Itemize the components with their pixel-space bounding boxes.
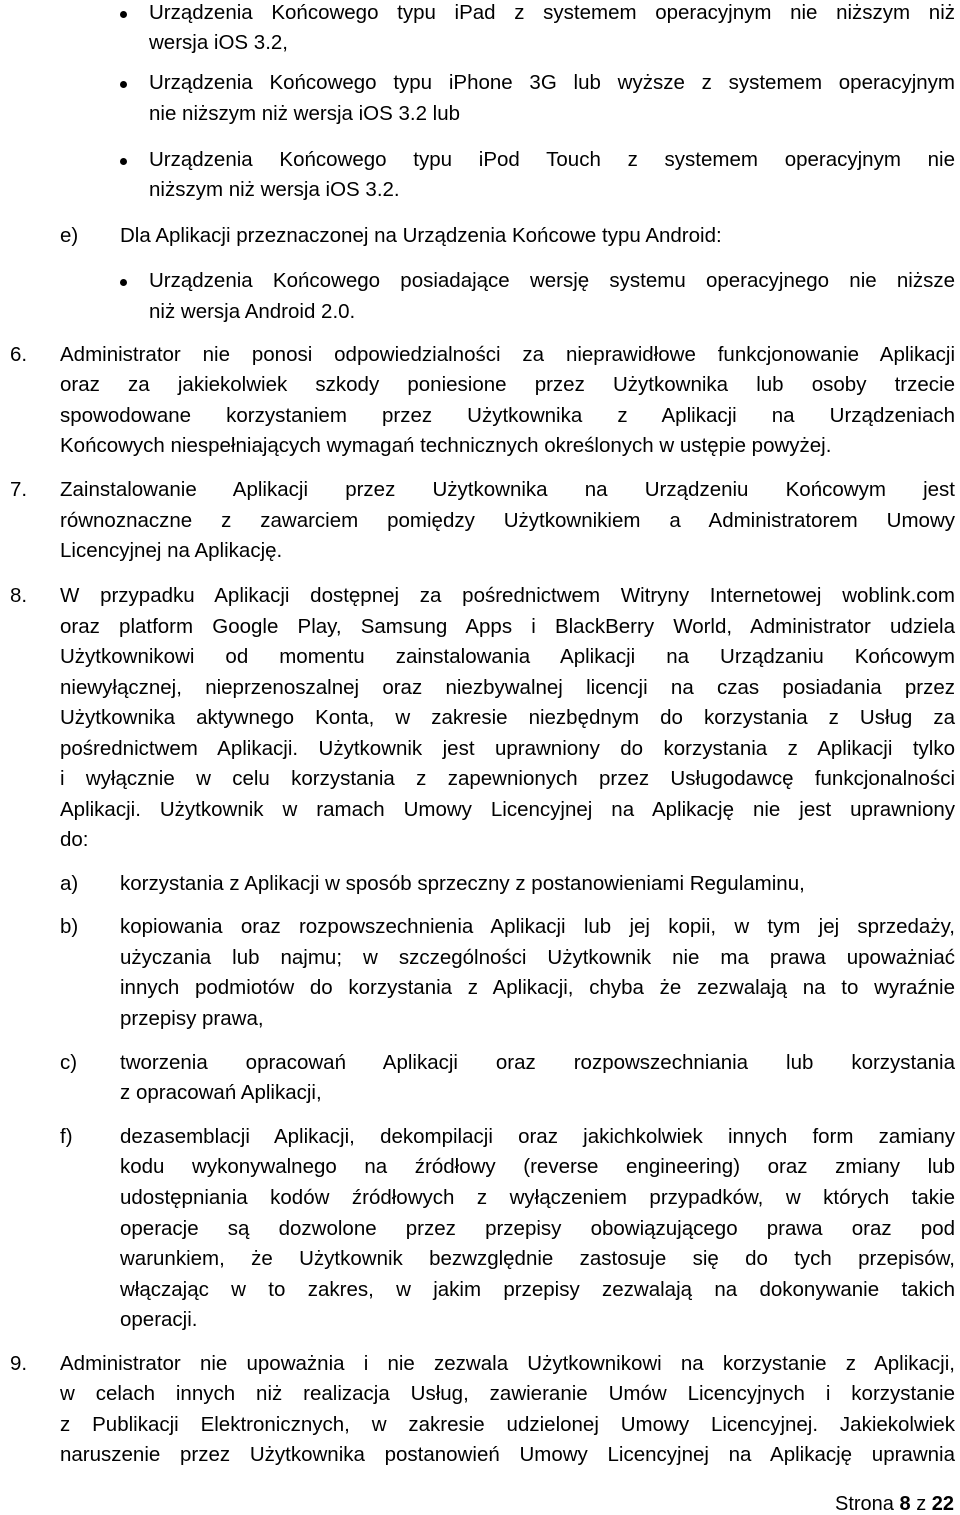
paragraph-line: i wyłącznie w celu korzystania z zapewnionych przez Usługodawcę funkcjonalności [60,767,955,790]
page-number-total: 22 [931,1493,954,1515]
paragraph-line: spowodowane korzystaniem przez Użytkownika z Aplikacji na Urządzeniach [60,404,955,427]
paragraph-line: Administrator nie ponosi odpowiedzialności za nieprawidłowe funkcjonowanie Aplikacji [60,343,955,366]
list-item-label: e) [60,224,79,247]
paragraph-line: Aplikacji. Użytkownik w ramach Umowy Licencyjnej na Aplikację nie jest uprawniony [60,798,955,821]
list-item-line: z opracowań Aplikacji, [120,1081,322,1104]
list-item-line: warunkiem, że Użytkownik bezwzględnie zastosuje się do tych przepisów, [120,1247,955,1270]
paragraph-number: 8. [10,584,28,607]
list-item-line: kodu wykonywalnego na źródłowy (reverse engineering) oraz zmiany lub [120,1155,955,1178]
list-item-line: niż wersja Android 2.0. [149,300,356,323]
paragraph-line: w celach innych niż realizacja Usług, zawieranie Umów Licencyjnych i korzystanie [60,1382,955,1405]
paragraph-line: Końcowych niespełniających wymagań technicznych określonych w ustępie powyżej. [60,434,832,457]
list-item-line: nie niższym niż wersja iOS 3.2 lub [149,102,461,125]
paragraph-line: Administrator nie upoważnia i nie zezwala Użytkownikowi na korzystanie z Aplikacji, [60,1352,955,1375]
paragraph-line: niewyłącznej, nieprzenoszalnej oraz niezbywalnej licencji na czas posiadania przez [60,676,955,699]
list-item-line: niższym niż wersja iOS 3.2. [149,178,400,201]
page-number-prefix: Strona [835,1493,894,1515]
list-item-line: wersja iOS 3.2, [149,31,288,54]
paragraph-number: 7. [10,478,28,501]
page-number [835,1494,954,1514]
list-item-line: Urządzenia Końcowego typu iPad z systemem operacyjnym nie niższym niż [149,1,955,24]
list-item-line: użyczania lub najmu; w szczególności Użytkownik nie ma prawa upoważniać [120,946,955,969]
list-item-line: kopiowania oraz rozpowszechnienia Aplikacji lub jej kopii, w tym jej sprzedaży, [120,915,955,938]
list-item-line: dezasemblacji Aplikacji, dekompilacji oraz jakichkolwiek innych form zamiany [120,1125,955,1148]
list-item-line: włączając w to zakres, w jakim przepisy zezwalają na dokonywanie takich [120,1278,955,1301]
list-item-line: udostępniania kodów źródłowych z wyłączeniem przypadków, w których takie [120,1186,955,1209]
paragraph-line: Zainstalowanie Aplikacji przez Użytkownika na Urządzeniu Końcowym jest [60,478,955,501]
paragraph-line: z Publikacji Elektronicznych, w zakresie udzielonej Umowy Licencyjnej. Jakiekolwiek [60,1413,955,1436]
paragraph-line: oraz platform Google Play, Samsung Apps i BlackBerry World, Administrator udziela [60,615,955,638]
list-item-label: f) [60,1125,73,1148]
list-item-line: przepisy prawa, [120,1007,264,1030]
bullet-icon [120,81,127,88]
list-item-line: Urządzenia Końcowego posiadające wersję systemu operacyjnego nie niższe [149,269,955,292]
bullet-icon [120,279,127,286]
paragraph-line: oraz za jakiekolwiek szkody poniesione przez Użytkownika lub osoby trzecie [60,373,955,396]
paragraph-line: Licencyjnej na Aplikację. [60,539,283,562]
paragraph-line: naruszenie przez Użytkownika postanowień Umowy Licencyjnej na Aplikację uprawnia [60,1443,955,1466]
paragraph-line: równoznaczne z zawarciem pomiędzy Użytkownikiem a Administratorem Umowy [60,509,955,532]
page-number-separator: z [916,1493,927,1515]
bullet-icon [120,158,127,165]
paragraph-number: 6. [10,343,28,366]
list-item-line: Urządzenia Końcowego typu iPod Touch z systemem operacyjnym nie [149,148,955,171]
paragraph-line: pośrednictwem Aplikacji. Użytkownik jest uprawniony do korzystania z Aplikacji tylko [60,737,955,760]
list-item-line: innych podmiotów do korzystania z Aplikacji, chyba że zezwalają na to wyraźnie [120,976,955,999]
paragraph-line: do: [60,828,89,851]
list-item-line: operacji. [120,1308,198,1331]
bullet-icon [120,11,127,18]
list-item-label: a) [60,872,79,895]
paragraph-line: Użytkownikowi od momentu zainstalowania Aplikacji na Urządzaniu Końcowym [60,645,955,668]
list-item-line: operacje są dozwolone przez przepisy obowiązującego prawa oraz pod [120,1217,955,1240]
list-item-label: b) [60,915,79,938]
list-item-text: Dla Aplikacji przeznaczonej na Urządzenia Końcowe typu Android: [120,224,722,247]
paragraph-line: W przypadku Aplikacji dostępnej za pośrednictwem Witryny Internetowej woblink.com [60,584,955,607]
list-item-label: c) [60,1051,78,1074]
list-item-line: korzystania z Aplikacji w sposób sprzeczny z postanowieniami Regulaminu, [120,872,805,895]
paragraph-line: Użytkownika aktywnego Konta, w zakresie niezbędnym do korzystania z Usług za [60,706,955,729]
page-number-current: 8 [899,1493,911,1515]
list-item-line: Urządzenia Końcowego typu iPhone 3G lub wyższe z systemem operacyjnym [149,71,955,94]
list-item-line: tworzenia opracowań Aplikacji oraz rozpowszechniania lub korzystania [120,1051,955,1074]
paragraph-number: 9. [10,1352,28,1375]
